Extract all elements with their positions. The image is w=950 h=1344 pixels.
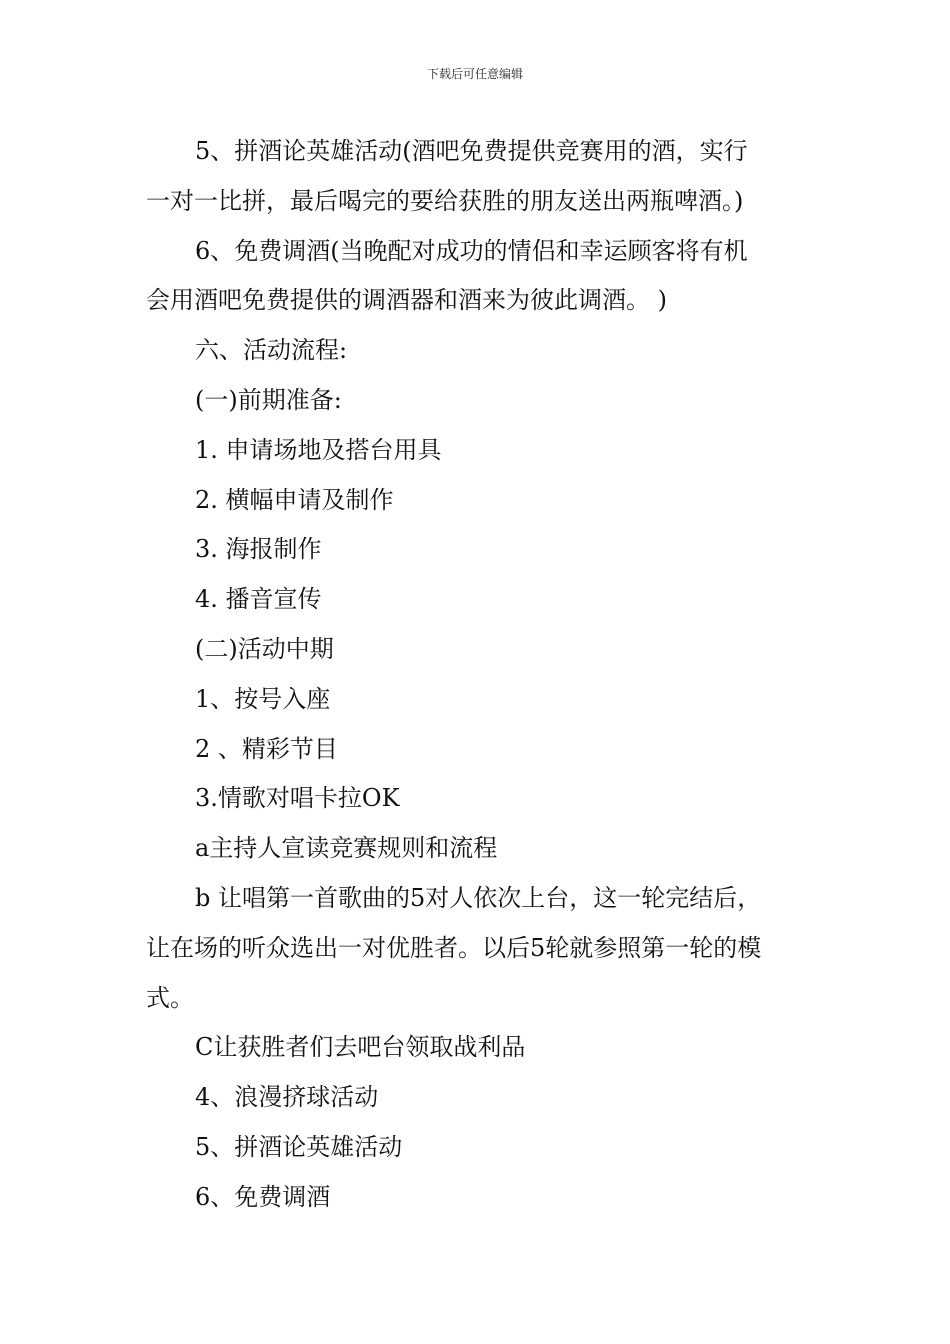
document-body [146,127,808,1223]
list-item: 3.情歌对唱卡拉OK [195,784,400,813]
text-line: 式。 [146,983,194,1012]
text-line: 6、免费调酒(当晚配对成功的情侣和幸运顾客将有机 [195,236,748,265]
page-header: 下载后可任意编辑 [426,67,523,81]
list-item: 5、拼酒论英雄活动 [195,1132,403,1161]
subsection-heading: (二)活动中期 [195,634,334,663]
list-item: a主持人宣读竞赛规则和流程 [195,834,498,863]
list-item: C让获胜者们去吧台领取战利品 [195,1033,526,1062]
list-item: 1、按号入座 [195,684,331,713]
text-line: 5、拼酒论英雄活动(酒吧免费提供竞赛用的酒，实行 [195,137,748,165]
text-line: 让在场的听众选出一对优胜者。以后5轮就参照第一轮的模 [146,933,762,962]
list-item: 1. 申请场地及搭台用具 [195,435,442,464]
subsection-heading: (一)前期准备: [195,385,342,414]
section-heading: 六、活动流程: [195,336,348,365]
list-item: 3. 海报制作 [195,535,322,564]
list-item: 2 、精彩节目 [195,734,338,763]
text-line: b 让唱第一首歌曲的5对人依次上台，这一轮完结后， [195,883,762,912]
list-item: 4、浪漫挤球活动 [195,1083,379,1112]
list-item: 4. 播音宣传 [195,585,322,614]
text-line: 一对一比拼，最后喝完的要给获胜的朋友送出两瓶啤酒。) [146,186,744,215]
text-line: 会用酒吧免费提供的调酒器和酒来为彼此调酒。 ) [146,286,667,315]
list-item: 6、免费调酒 [195,1182,331,1211]
list-item: 2. 横幅申请及制作 [195,485,394,514]
